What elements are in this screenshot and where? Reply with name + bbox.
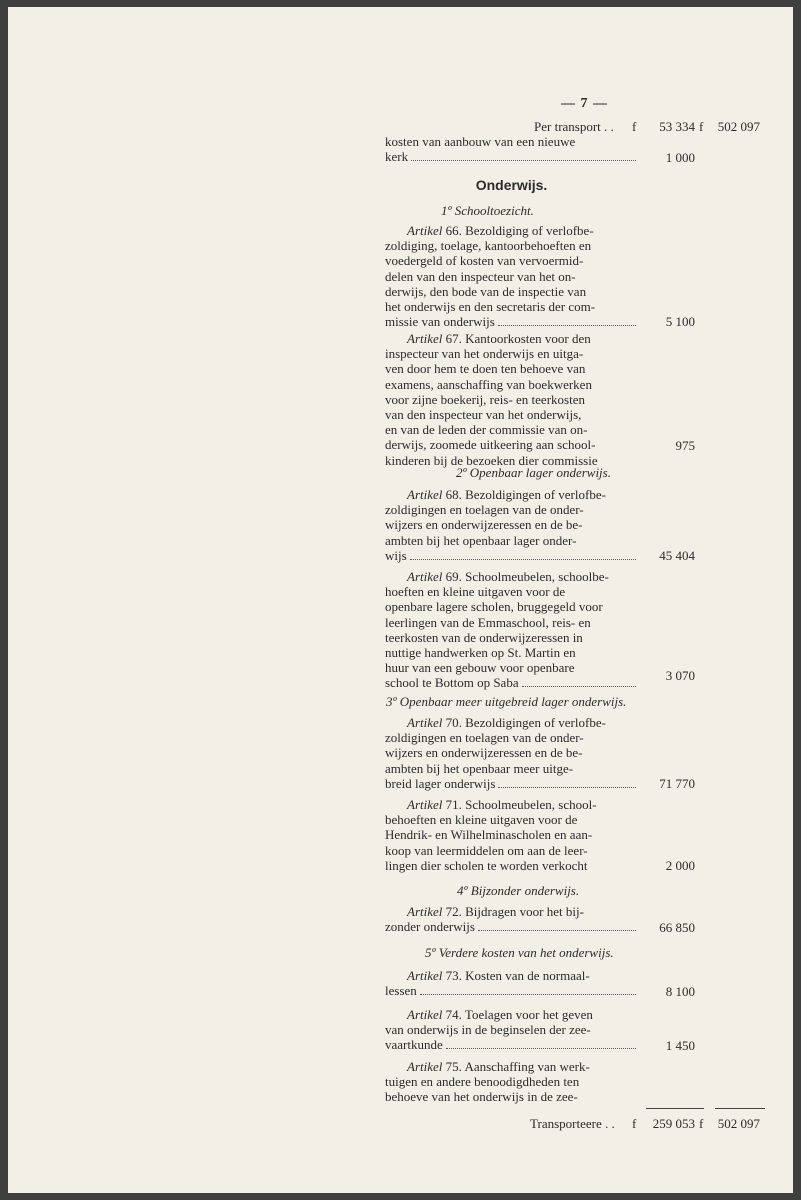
article-line: Kantoorkosten voor den: [465, 331, 591, 346]
page-number: — 7 —: [561, 96, 608, 111]
article-label: Artikel: [407, 715, 443, 730]
leader-dots: [420, 994, 636, 995]
article-line: lingen dier scholen te worden verkocht: [385, 857, 588, 873]
article-line: nuttige handwerken op St. Martin en: [385, 645, 576, 661]
article-line: Hendrik- en Wilhelminascholen en aan-: [385, 827, 593, 843]
article-number: 72.: [445, 904, 462, 919]
article-number: 68.: [445, 487, 462, 502]
article-73: [385, 968, 638, 999]
article-line: ambten bij het openbaar meer uitge-: [385, 760, 574, 776]
article-74: [385, 1007, 638, 1053]
article-line: delen van den inspecteur van het on-: [385, 268, 576, 284]
total-rule-1: [646, 1108, 704, 1109]
leader-dots: [446, 1048, 636, 1049]
leader-dots: [498, 325, 636, 326]
article-line: zonder onderwijs: [385, 919, 475, 935]
article-line: zoldigingen en toelagen van de onder-: [385, 730, 584, 746]
article-line: Schoolmeubelen, school-: [465, 797, 597, 812]
kosten-kerk-amount: 1 000: [665, 150, 695, 165]
article-line: Schoolmeubelen, schoolbe-: [465, 569, 609, 584]
article-72: [385, 904, 638, 935]
article-label: Artikel: [407, 331, 443, 346]
transport-out-amount-1: 259 053: [652, 1116, 695, 1131]
subsection-heading-5: 5º Verdere kosten van het onderwijs.: [425, 945, 614, 960]
article-label: Artikel: [407, 968, 443, 983]
transport-in-label: Per transport . .: [534, 119, 614, 134]
article-67: [385, 331, 638, 468]
transport-out-currency-1: f: [632, 1116, 637, 1131]
article-last-line: [385, 314, 638, 330]
article-line: breid lager onderwijs: [385, 775, 496, 791]
article-line: kinderen bij de bezoeken dier commissie: [385, 452, 598, 468]
article-69-amount: 3 070: [665, 668, 695, 683]
article-line: teerkosten van de onderwijzeressen in: [385, 629, 583, 645]
total-rule-2: [715, 1108, 765, 1109]
transport-in-amount-1: 53 334: [659, 119, 695, 134]
article-last-line: [385, 675, 638, 691]
article-last-line: [385, 919, 638, 935]
leader-dots: [478, 930, 636, 931]
article-70: [385, 715, 638, 792]
article-line: zoldigingen en toelagen van de onder-: [385, 502, 584, 518]
article-line: voedergeld of kosten van vervoermid-: [385, 253, 584, 269]
article-66-amount: 5 100: [665, 314, 695, 329]
article-69: [385, 569, 638, 691]
article-line: Bezoldigingen of verlofbe-: [465, 715, 606, 730]
leader-dots: [410, 559, 636, 560]
article-line: Bezoldigingen of verlofbe-: [465, 487, 606, 502]
article-line: examens, aanschaffing van boekwerken: [385, 376, 592, 392]
article-line: Bezoldiging of verlofbe-: [465, 223, 594, 238]
article-line: leerlingen van de Emmaschool, reis- en: [385, 614, 591, 630]
article-label: Artikel: [407, 569, 443, 584]
article-number: 66.: [445, 223, 462, 238]
article-last-line: [385, 983, 638, 999]
article-number: 73.: [445, 968, 462, 983]
subsection-heading-1: 1º Schooltoezicht.: [441, 203, 534, 218]
article-last-line: [385, 776, 638, 792]
kosten-kerk-line-1: kosten van aanbouw van een nieuwe: [385, 134, 576, 149]
article-line: openbare lagere scholen, bruggegeld voor: [385, 599, 603, 615]
article-line: Toelagen voor het geven: [464, 1007, 593, 1022]
subsection-heading-2: 2º Openbaar lager onderwijs.: [456, 465, 611, 480]
article-line: hoeften en kleine uitgaven voor de: [385, 584, 566, 600]
article-label: Artikel: [407, 904, 443, 919]
article-line: missie van onderwijs: [385, 314, 495, 330]
article-74-amount: 1 450: [665, 1038, 695, 1053]
article-71: [385, 797, 638, 873]
transport-out-amount-2: 502 097: [717, 1116, 760, 1131]
article-66: [385, 223, 638, 330]
article-line: huur van een gebouw voor openbare: [385, 660, 575, 676]
article-75: [385, 1059, 638, 1105]
article-label: Artikel: [407, 1007, 443, 1022]
article-68-amount: 45 404: [659, 548, 695, 563]
kosten-kerk-line-2: kerk: [385, 149, 409, 165]
article-line: wijzers en onderwijzeressen en de be-: [385, 745, 583, 761]
article-line: vaartkunde: [385, 1037, 443, 1053]
section-title: Onderwijs.: [475, 177, 548, 193]
transport-in-amount-2: 502 097: [717, 119, 760, 134]
article-label: Artikel: [407, 223, 443, 238]
article-line: derwijs, den bode van de inspectie van: [385, 283, 587, 299]
article-line: behoeve van het onderwijs in de zee-: [385, 1089, 578, 1105]
article-line: behoeften en kleine uitgaven voor de: [385, 812, 578, 828]
article-70-amount: 71 770: [659, 776, 695, 791]
article-label: Artikel: [407, 797, 443, 812]
article-line: Aanschaffing van werk-: [464, 1059, 590, 1074]
article-label: Artikel: [407, 487, 443, 502]
article-label: Artikel: [407, 1059, 443, 1074]
article-68: [385, 487, 638, 564]
article-line: Bijdragen voor het bij-: [465, 904, 584, 919]
leader-dots: [522, 686, 636, 687]
article-line: tuigen en andere benoodigdheden ten: [385, 1074, 580, 1090]
article-line: van onderwijs in de beginselen der zee-: [385, 1022, 591, 1038]
article-71-amount: 2 000: [665, 858, 695, 873]
article-line: van den inspecteur van het onderwijs,: [385, 407, 582, 423]
transport-in-currency-2: f: [699, 119, 704, 134]
article-number: 70.: [445, 715, 462, 730]
subsection-heading-3: 3º Openbaar meer uitgebreid lager onderwijs.: [386, 694, 627, 709]
subsection-heading-4: 4º Bijzonder onderwijs.: [457, 883, 580, 898]
article-number: 74.: [445, 1007, 462, 1022]
article-line: zoldiging, toelage, kantoorbehoeften en: [385, 238, 592, 254]
article-number: 71.: [445, 797, 462, 812]
article-line: wijzers en onderwijzeressen en de be-: [385, 517, 583, 533]
article-line: en van de leden der commissie van on-: [385, 422, 588, 438]
article-line: voor zijne boekerij, reis- en teerkosten: [385, 391, 585, 407]
article-line: derwijs, zoomede uitkeering aan school-: [385, 437, 596, 453]
article-line: het onderwijs en den secretaris der com-: [385, 299, 596, 315]
article-72-amount: 66 850: [659, 920, 695, 935]
article-line: wijs: [385, 547, 407, 563]
transport-out-label: Transporteere . .: [530, 1116, 615, 1131]
article-line: school te Bottom op Saba: [385, 675, 519, 691]
article-number: 69.: [445, 569, 462, 584]
article-number: 67.: [445, 331, 462, 346]
kosten-kerk-entry: [385, 134, 638, 165]
article-number: 75.: [445, 1059, 462, 1074]
article-line: inspecteur van het onderwijs en uitga-: [385, 346, 584, 362]
article-73-amount: 8 100: [665, 984, 695, 999]
article-line: koop van leermiddelen om aan de leer-: [385, 842, 588, 858]
article-last-line: [385, 858, 638, 873]
leader-dots: [411, 160, 636, 161]
transport-out-currency-2: f: [699, 1116, 704, 1131]
article-last-line: [385, 1037, 638, 1053]
article-67-amount: 975: [675, 438, 695, 453]
kosten-kerk-last-line: [385, 149, 638, 165]
article-line: Kosten van de normaal-: [465, 968, 590, 983]
article-line: lessen: [385, 983, 417, 999]
article-line: ven door hem te doen ten behoeve van: [385, 361, 586, 377]
transport-in-currency-1: f: [632, 119, 637, 134]
article-line: ambten bij het openbaar lager onder-: [385, 532, 577, 548]
leader-dots: [498, 787, 636, 788]
article-last-line: [385, 548, 638, 564]
document-page: [8, 7, 793, 1193]
